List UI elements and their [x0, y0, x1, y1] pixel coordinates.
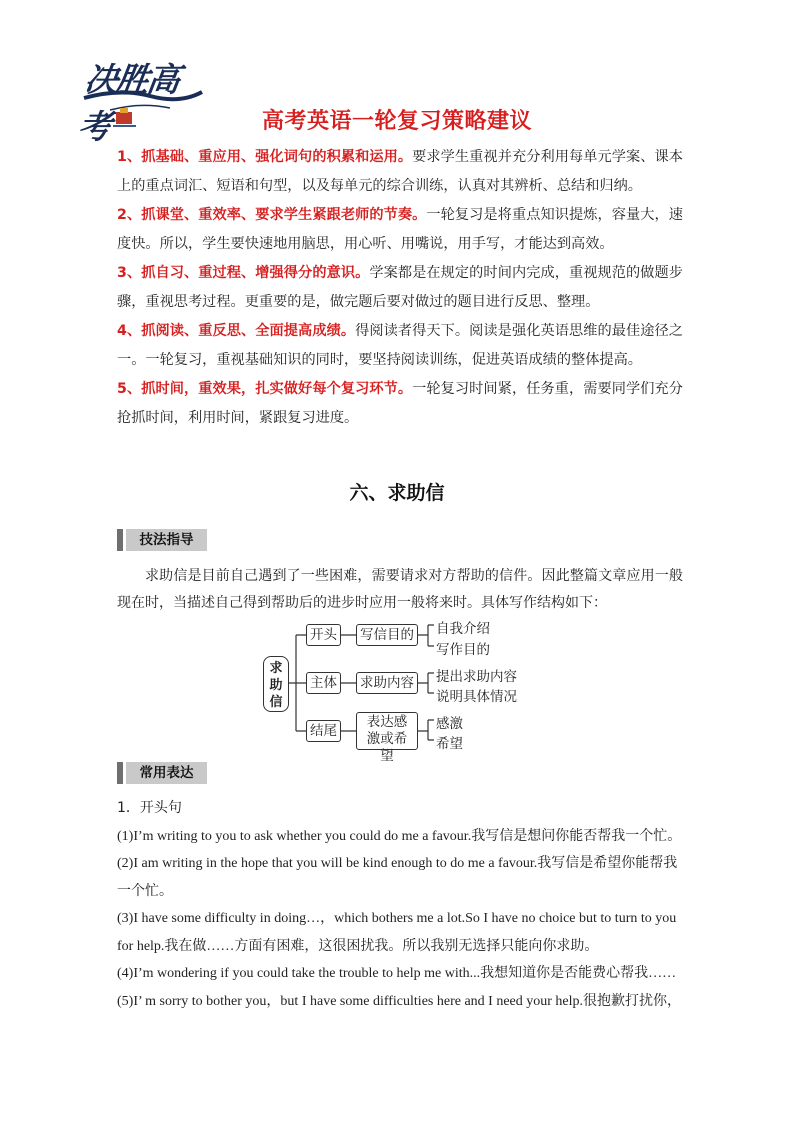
- section-title: 六、求助信: [349, 482, 445, 504]
- tip-body: 一轮复习时间紧，任务重，需要同学们充分抢抓时间，利用时间，紧跟复习进度。: [117, 381, 683, 426]
- page-title: 高考英语一轮复习策略建议: [261, 109, 532, 134]
- tip-item: [117, 375, 683, 433]
- expression-item: (2)I am writing in the hope that you will be kind enough to do me a favour.我写信是希望你能帮我一个忙。: [117, 856, 678, 899]
- tip-body: 要求学生重视并充分利用每单元学案、课本上的重点词汇、短语和句型，以及每单元的综合训练，认真对其辨析、总结和归纳。: [117, 149, 683, 194]
- logo-text: 决胜高考: [75, 60, 181, 146]
- tip-body: 学案都是在规定的时间内完成，重视规范的做题步骤，重视思考过程。更重要的是，做完题后要对做过的题目进行反思、整理。: [117, 265, 683, 310]
- diagram-content-body: 求助内容: [356, 672, 418, 694]
- diagram-detail: 希望: [436, 736, 463, 752]
- diagram-detail: 写作目的: [436, 642, 490, 658]
- expression-item: (5)I’ m sorry to bother you，but I have some difficulties here and I need your help.很抱歉打扰你，: [117, 993, 682, 1009]
- tip-item: [117, 317, 683, 375]
- diagram-root: 求助信: [263, 656, 289, 712]
- tip-highlight: 1、抓基础、重应用、强化词句的积累和运用。: [117, 149, 413, 165]
- expression-item: (3)I have some difficulty in doing…，which bothers me a lot.So I have no choice but to turn to you for help.我在做……方面有困难，这很困扰我。所以我别无选择只能向你求助。: [117, 911, 677, 954]
- tip-highlight: 4、抓阅读、重反思、全面提高成绩。: [117, 323, 356, 339]
- intro-paragraph: 求助信是目前自己遇到了一些困难，需要请求对方帮助的信件。因此整篇文章应用一般现在时，当描述自己得到帮助后的进步时应用一般将来时。具体写作结构如下：: [117, 568, 683, 611]
- tag-label: 技法指导: [139, 532, 194, 548]
- expression-item: (4)I’m wondering if you could take the trouble to help me with...我想知道你是否能费心帮我……: [117, 966, 677, 981]
- diagram-detail: 提出求助内容: [436, 669, 517, 685]
- diagram-part-opening: 开头: [306, 624, 341, 646]
- tip-highlight: 2、抓课堂、重效率、要求学生紧跟老师的节奏。: [117, 207, 427, 223]
- expressions-list: [117, 795, 683, 1015]
- diagram-part-ending: 结尾: [306, 720, 341, 742]
- expression-item: (1)I’m writing to you to ask whether you could do me a favour.我写信是想问你能否帮我一个忙。: [117, 828, 682, 844]
- tips-list: [117, 143, 683, 433]
- tip-item: [117, 143, 683, 201]
- expressions-heading: 1．开头句: [117, 800, 182, 816]
- diagram-detail: 说明具体情况: [436, 689, 517, 705]
- tag-label: 常用表达: [139, 765, 194, 781]
- tip-highlight: 5、抓时间，重效果，扎实做好每个复习环节。: [117, 381, 413, 397]
- tip-item: [117, 201, 683, 259]
- tip-body: 一轮复习是将重点知识提炼，容量大，速度快。所以，学生要快速地用脑思，用心听、用嘴说，用手写，才能达到高效。: [117, 207, 683, 252]
- tip-body: 得阅读者得天下。阅读是强化英语思维的最佳途径之一。一轮复习，重视基础知识的同时，要坚持阅读训练，促进英语成绩的整体提高。: [117, 323, 683, 368]
- tag-expressions: [117, 762, 207, 784]
- tip-highlight: 3、抓自习、重过程、增强得分的意识。: [117, 265, 370, 281]
- diagram-content-ending: 表达感激或希望: [356, 712, 418, 750]
- diagram-detail: 自我介绍: [436, 621, 490, 637]
- tag-technique: [117, 529, 207, 551]
- diagram-detail: 感激: [436, 716, 463, 732]
- diagram-content-opening: 写信目的: [356, 624, 418, 646]
- diagram-part-body: 主体: [306, 672, 341, 694]
- tip-item: [117, 259, 683, 317]
